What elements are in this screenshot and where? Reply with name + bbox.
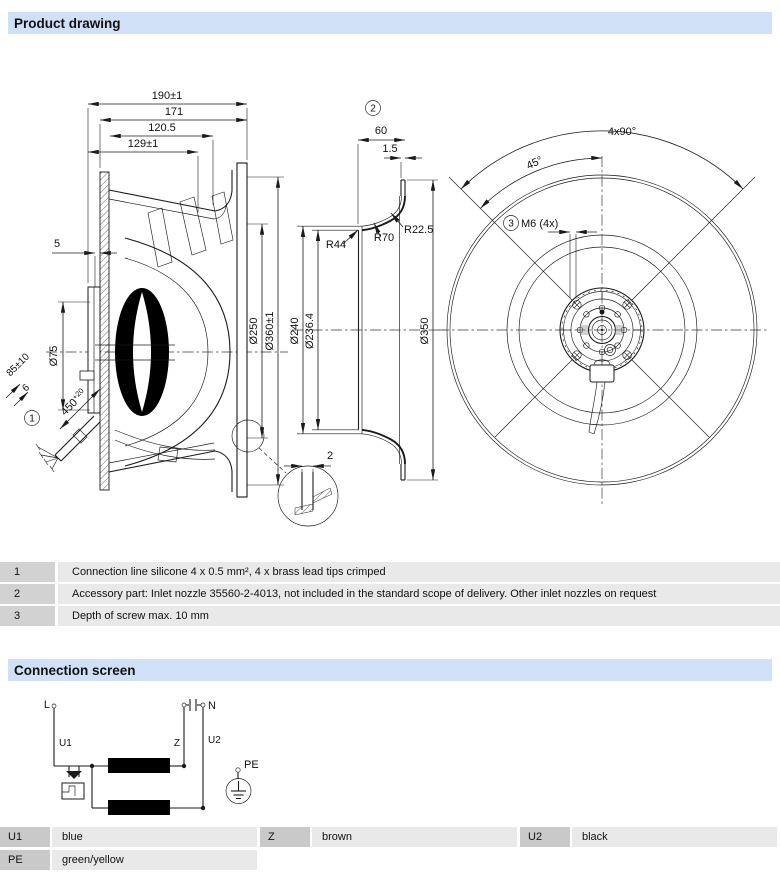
product-drawing-title: Product drawing xyxy=(14,15,121,31)
wire-terminal: PE xyxy=(0,850,50,870)
winding-1 xyxy=(108,758,170,773)
hub-label-left xyxy=(580,325,588,335)
callout-1: 1 xyxy=(29,413,35,425)
wire-color: brown xyxy=(312,827,517,847)
table-row xyxy=(0,562,780,582)
dim-75-label: Ø75 xyxy=(48,345,60,367)
terminal-pe-label: PE xyxy=(244,759,259,771)
dim-190-label: 190±1 xyxy=(151,90,183,102)
table-row xyxy=(0,606,780,626)
note-text: Depth of screw max. 10 mm xyxy=(58,606,780,626)
notes-table xyxy=(0,562,780,628)
connection-screen-header xyxy=(8,659,772,681)
dim-r44-label: R44 xyxy=(325,239,347,251)
callout-3: 3 xyxy=(508,218,514,230)
dim-240-label: Ø240 xyxy=(289,317,301,345)
dim-60-label: 60 xyxy=(374,125,388,137)
dim-45-label: 45° xyxy=(524,154,545,173)
dim-m6-label: M6 (4x) xyxy=(521,218,559,230)
inlet-nozzle-section xyxy=(247,101,448,486)
table-row xyxy=(0,827,780,847)
dim-450-label: $450^{+20}$ xyxy=(58,386,86,419)
dim-236-4-label: Ø236.4 xyxy=(304,312,316,350)
wire-terminal: U2 xyxy=(520,827,570,847)
terminal-n-label: N xyxy=(208,700,216,712)
wire-color-table xyxy=(0,827,780,873)
wire-terminal: Z xyxy=(260,827,310,847)
dim-r70-label: R70 xyxy=(373,232,395,244)
dim-85-label: 85±10 xyxy=(4,351,32,379)
dim-120-5-label: 120.5 xyxy=(148,122,176,134)
wire-color: blue xyxy=(52,827,257,847)
wire-color: green/yellow xyxy=(52,850,257,870)
dim-r22-5-label: R22.5 xyxy=(404,224,434,236)
winding-2 xyxy=(108,800,170,815)
terminal-u1-label: U1 xyxy=(59,738,72,749)
note-number: 3 xyxy=(0,606,55,626)
dim-350-label: Ø350 xyxy=(419,317,431,345)
dim-4x90-label: 4x90° xyxy=(607,126,637,138)
note-number: 2 xyxy=(0,584,55,604)
dim-360-label: Ø360±1 xyxy=(264,311,276,351)
side-view xyxy=(5,90,288,497)
note-number: 1 xyxy=(0,562,55,582)
dim-171-label: 171 xyxy=(164,106,184,118)
connection-diagram xyxy=(44,699,259,815)
thermal-contact xyxy=(66,771,82,779)
note-text: Connection line silicone 4 x 0.5 mm², 4 x brass lead tips crimped xyxy=(58,562,780,582)
dim-129-label: 129±1 xyxy=(127,138,159,150)
wire-color: black xyxy=(572,827,777,847)
dim-5-label: 5 xyxy=(54,238,61,250)
dim-1-5-label: 1.5 xyxy=(382,143,398,155)
callout-2: 2 xyxy=(370,103,376,115)
terminal-u2-label: U2 xyxy=(208,735,221,746)
front-view xyxy=(438,126,768,507)
hub-label-right xyxy=(615,325,623,335)
connection-screen-title: Connection screen xyxy=(14,662,136,678)
dim-2-label: 2 xyxy=(326,450,334,462)
terminal-l-label: L xyxy=(43,699,50,711)
table-row xyxy=(0,584,780,604)
terminal-z-label: Z xyxy=(173,738,180,749)
table-row xyxy=(0,850,780,870)
wire-terminal: U1 xyxy=(0,827,50,847)
note-text: Accessory part: Inlet nozzle 35560-2-4013, not included in the standard scope of delivery. Other inlet nozzles on request xyxy=(58,584,780,604)
dim-6-label: 6 xyxy=(20,382,33,395)
detail-callout xyxy=(232,420,338,526)
dim-250-label: Ø250 xyxy=(248,317,260,345)
